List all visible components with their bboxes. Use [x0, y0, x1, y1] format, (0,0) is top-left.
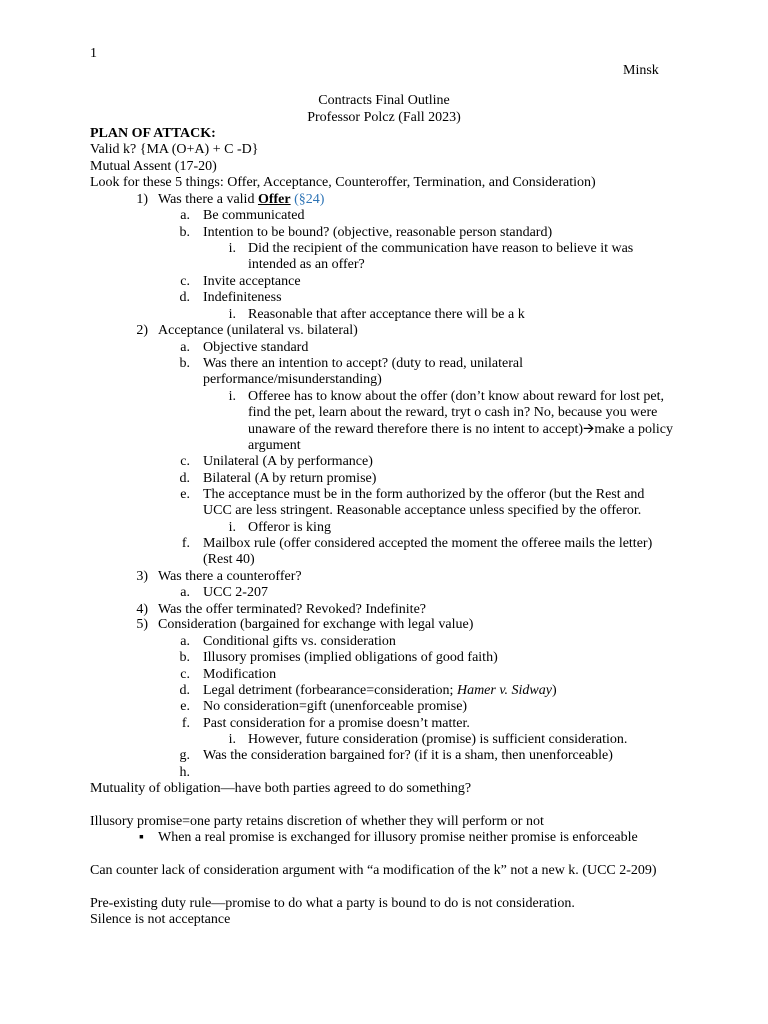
list-marker: e.	[180, 699, 190, 714]
mutuality-line: Mutuality of obligation—have both parties agreed to do something?	[90, 781, 472, 796]
list-marker: b.	[179, 225, 190, 240]
list-marker: c.	[180, 454, 190, 469]
list-item: Reasonable that after acceptance there will be a k	[248, 307, 525, 322]
list-item: UCC 2-207	[203, 585, 268, 600]
list-item: Mailbox rule (offer considered accepted the moment the offeree mails the letter) (Rest 40)	[203, 536, 653, 568]
case-name: Hamer v. Sidway	[456, 683, 552, 698]
illusory-line: Illusory promise=one party retains discretion of whether they will perform or not	[90, 814, 544, 829]
list-marker: d.	[179, 683, 190, 698]
list-item: Modification	[203, 667, 277, 682]
list-marker: d.	[179, 290, 190, 305]
list-marker: i.	[228, 732, 236, 747]
list-marker: f.	[181, 716, 190, 731]
bullet-item: When a real promise is exchanged for illusory promise neither promise is enforceable	[158, 830, 638, 845]
list-item: Was there an intention to accept? (duty to read, unilateral performance/misunderstanding)	[203, 356, 523, 388]
list-marker: i.	[228, 389, 236, 404]
section-heading: PLAN OF ATTACK:	[90, 126, 216, 141]
list-item: Invite acceptance	[203, 274, 301, 289]
document-title: Contracts Final Outline	[318, 93, 450, 108]
legal-detriment-suffix: )	[551, 683, 557, 698]
offer-prefix: Was there a valid	[158, 192, 258, 207]
list-item: Past consideration for a promise doesn’t matter.	[203, 716, 470, 731]
list-item: Intention to be bound? (objective, reasonable person standard)	[203, 225, 553, 240]
list-marker: e.	[180, 487, 190, 502]
list-marker: d.	[179, 471, 190, 486]
counter-lack-line: Can counter lack of consideration argument with “a modification of the k” not a new k. (UCC 2-209)	[90, 863, 657, 878]
list-marker: a.	[180, 585, 190, 600]
list-item: The acceptance must be in the form authorized by the offeror (but the Rest and UCC are less stringent. Reasonable acceptance unless specified by the offeror.	[203, 487, 645, 519]
list-item: Did the recipient of the communication have reason to believe it was intended as an offer?	[248, 241, 634, 273]
list-item: Indefiniteness	[203, 290, 282, 305]
page-number: 1	[90, 46, 97, 61]
list-item-offer	[158, 192, 324, 208]
valid-k-formula: Valid k? {MA (O+A) + C -D}	[90, 142, 259, 157]
list-marker: c.	[180, 274, 190, 289]
list-item: Bilateral (A by return promise)	[203, 471, 377, 486]
list-item-consideration: Consideration (bargained for exchange with legal value)	[158, 617, 474, 632]
mutual-assent-line: Mutual Assent (17-20)	[90, 159, 217, 174]
list-marker: 2)	[136, 323, 148, 338]
list-item	[203, 683, 557, 699]
list-marker: b.	[179, 650, 190, 665]
list-marker: 1)	[136, 192, 148, 207]
list-item: Offeree has to know about the offer (don’t know about reward for lost pet, find the pet, learn about the reward, tryt o cash in? No, because you were unaware of the reward therefore there is no intent to accept)🡪make a policy argument	[248, 389, 673, 454]
list-item: Offeror is king	[248, 520, 331, 535]
list-marker: i.	[228, 241, 236, 256]
list-item: Was the consideration bargained for? (if it is a sham, then unenforceable)	[203, 748, 613, 763]
list-item: Be communicated	[203, 208, 305, 223]
list-marker: f.	[181, 536, 190, 551]
list-marker: a.	[180, 634, 190, 649]
list-marker: 4)	[136, 602, 148, 617]
list-item: No consideration=gift (unenforceable promise)	[203, 699, 468, 714]
document-subtitle: Professor Polcz (Fall 2023)	[307, 110, 461, 125]
list-item-counteroffer: Was there a counteroffer?	[158, 569, 302, 584]
list-item-acceptance: Acceptance (unilateral vs. bilateral)	[158, 323, 358, 338]
legal-detriment-prefix: Legal detriment (forbearance=consideration;	[203, 683, 457, 698]
list-item: However, future consideration (promise) is sufficient consideration.	[248, 732, 628, 747]
list-marker: c.	[180, 667, 190, 682]
list-item: Illusory promises (implied obligations of good faith)	[203, 650, 498, 665]
preexisting-duty-line: Pre-existing duty rule—promise to do what a party is bound to do is not consideration.	[90, 896, 575, 911]
list-item: Unilateral (A by performance)	[203, 454, 373, 469]
list-marker: 5)	[136, 617, 148, 632]
list-item: Objective standard	[203, 340, 309, 355]
list-marker: h.	[179, 765, 190, 780]
author-name: Minsk	[623, 63, 659, 78]
silence-line: Silence is not acceptance	[90, 912, 231, 927]
bullet-marker: ▪	[139, 830, 144, 845]
restatement-link: (§24)	[294, 192, 325, 207]
list-marker: i.	[228, 520, 236, 535]
list-item: Conditional gifts vs. consideration	[203, 634, 396, 649]
list-marker: 3)	[136, 569, 148, 584]
list-marker: i.	[228, 307, 236, 322]
list-item-termination: Was the offer terminated? Revoked? Indefinite?	[158, 602, 426, 617]
list-marker: b.	[179, 356, 190, 371]
list-marker: a.	[180, 340, 190, 355]
look-for-line: Look for these 5 things: Offer, Acceptance, Counteroffer, Termination, and Consideration)	[90, 175, 596, 190]
offer-bold-word: Offer	[257, 192, 291, 207]
list-marker: g.	[179, 748, 190, 763]
list-marker: a.	[180, 208, 190, 223]
